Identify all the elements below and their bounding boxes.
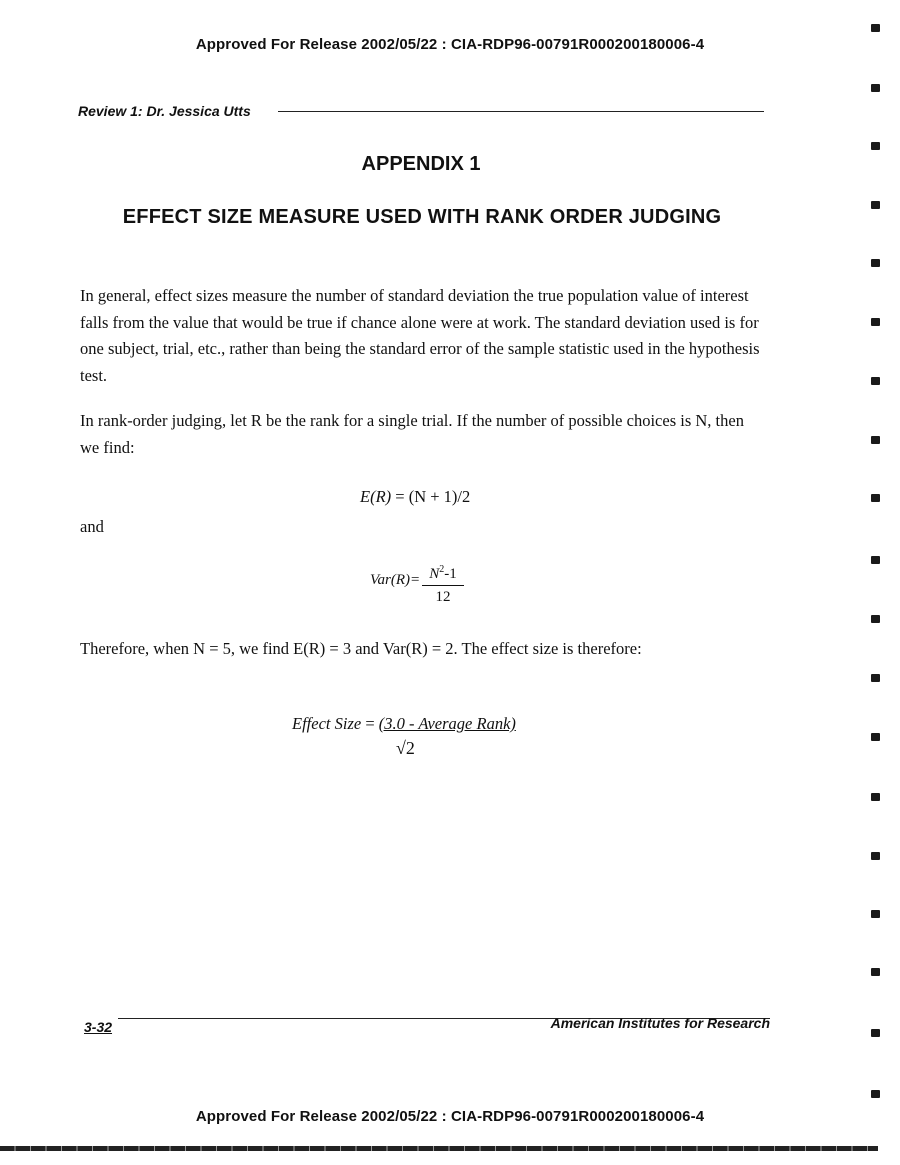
formula-variance-lhs: Var(R)= [370, 572, 421, 588]
margin-punch-mark [871, 615, 880, 623]
margin-punch-mark [871, 142, 880, 150]
footer-organization: American Institutes for Research [550, 1015, 770, 1031]
margin-punch-mark [871, 24, 880, 32]
numerator-exponent: 2 [439, 564, 445, 575]
margin-punch-mark [871, 377, 880, 385]
margin-punch-mark [871, 494, 880, 502]
formula-variance-fraction [422, 560, 464, 607]
connector-and: and [80, 517, 104, 536]
margin-punch-mark [871, 318, 880, 326]
scan-edge-strip [0, 1146, 878, 1151]
margin-punch-mark [871, 259, 880, 267]
page-number: 3-32 [84, 1019, 113, 1035]
release-stamp-bottom: Approved For Release 2002/05/22 : CIA-RDP96-00791R000200180006-4 [195, 1108, 705, 1125]
margin-punch-mark [871, 201, 880, 209]
margin-punch-mark [871, 1029, 880, 1037]
margin-punch-mark [871, 852, 880, 860]
formula-expectation-rhs: = (N + 1)/2 [391, 487, 471, 506]
formula-effect-equals: = [361, 714, 379, 733]
formula-effect-denominator: √2 [396, 738, 415, 758]
section-heading: EFFECT SIZE MEASURE USED WITH RANK ORDER JUDGING [122, 206, 722, 228]
margin-punch-mark [871, 968, 880, 976]
margin-punch-mark [871, 910, 880, 918]
margin-punch-mark [871, 84, 880, 92]
numerator-rest: -1 [444, 566, 457, 582]
margin-punch-mark [871, 793, 880, 801]
reviewer-label: Review 1: Dr. Jessica Utts [78, 103, 251, 119]
formula-effect-numerator: (3.0 - Average Rank) [378, 714, 516, 733]
header-rule [278, 111, 764, 112]
numerator-base: N [429, 566, 440, 582]
formula-variance-denominator: 12 [435, 589, 451, 605]
margin-punch-mark [871, 556, 880, 564]
formula-expectation [360, 487, 470, 507]
release-stamp-top: Approved For Release 2002/05/22 : CIA-RDP96-00791R000200180006-4 [195, 36, 705, 53]
paragraph-therefore: Therefore, when N = 5, we find E(R) = 3 and Var(R) = 2. The effect size is therefore: [80, 639, 642, 658]
fraction-bar [422, 585, 464, 586]
appendix-title: APPENDIX 1 [361, 153, 481, 175]
formula-variance-numerator [422, 560, 464, 584]
formula-expectation-lhs: E(R) [360, 487, 392, 506]
paragraph-rank-order: In rank-order judging, let R be the rank for a single trial. If the number of possible choices is N, then we find: [80, 411, 744, 457]
formula-effect-size [292, 714, 516, 734]
margin-punch-mark [871, 674, 880, 682]
margin-punch-mark [871, 436, 880, 444]
margin-punch-mark [871, 1090, 880, 1098]
paragraph-effect-size-definition: In general, effect sizes measure the number of standard deviation the true population value of interest falls from the value that would be true if chance alone were at work. The standard deviation used is for one subject, trial, etc., rather than being the standard error of the sample statistic used in the hypothesis test. [80, 286, 760, 385]
formula-effect-lhs: Effect Size [292, 714, 362, 733]
margin-punch-mark [871, 733, 880, 741]
